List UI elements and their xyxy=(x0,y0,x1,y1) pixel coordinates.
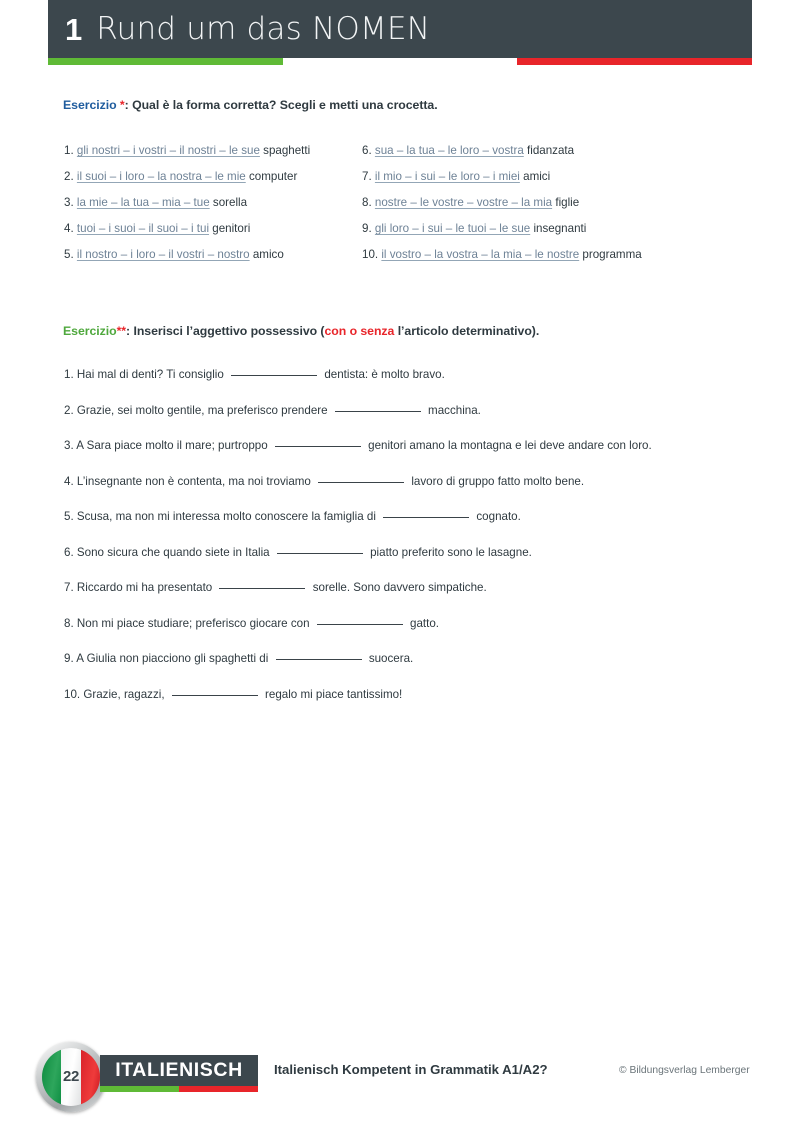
choice-item[interactable] xyxy=(64,164,364,190)
chapter-title: Rund um das NOMEN xyxy=(96,10,431,47)
gap-sentence xyxy=(64,535,744,571)
gap-text-before: Riccardo mi ha presentato xyxy=(76,581,213,594)
brand-stripe-red xyxy=(179,1086,258,1092)
choice-options[interactable]: gli nostri – i vostri – il nostri – le sue xyxy=(76,144,260,157)
choice-options[interactable]: gli loro – i sui – le tuoi – le sue xyxy=(374,222,531,235)
gap-sentence xyxy=(64,641,744,677)
choice-options[interactable]: nostre – le vostre – vostre – la mia xyxy=(374,196,553,209)
choice-item[interactable] xyxy=(362,216,692,242)
gap-blank-input[interactable] xyxy=(231,375,317,376)
header-accent-row xyxy=(48,58,752,65)
gap-number: 9. xyxy=(64,652,74,665)
gap-number: 8. xyxy=(64,616,74,630)
gap-blank-input[interactable] xyxy=(275,446,361,447)
choice-noun: sorella xyxy=(212,196,248,209)
choice-noun: computer xyxy=(248,170,298,183)
exercise-2-list xyxy=(64,357,744,712)
choice-noun: programma xyxy=(582,248,642,261)
choice-item[interactable] xyxy=(362,242,692,268)
gap-text-before: Sono sicura che quando siete in Italia xyxy=(76,545,270,559)
exercise-1-colon: : xyxy=(124,98,129,112)
choice-noun: figlie xyxy=(555,196,580,209)
choice-item[interactable] xyxy=(64,190,364,216)
choice-item[interactable] xyxy=(64,138,364,164)
gap-text-after: suocera. xyxy=(368,652,414,665)
gap-blank-input[interactable] xyxy=(172,695,258,696)
gap-text-after: sorelle. Sono davvero simpatiche. xyxy=(312,581,487,594)
choice-number: 5. xyxy=(64,248,74,261)
choice-noun: amico xyxy=(252,248,284,261)
choice-number: 6. xyxy=(362,144,372,157)
exercise-2-heading xyxy=(63,324,539,338)
italian-flag-medallion-icon xyxy=(36,1042,106,1112)
choice-options[interactable]: il vostro – la vostra – la mia – le nostre xyxy=(381,248,580,261)
accent-bar-red xyxy=(517,58,752,65)
gap-text-after: lavoro di gruppo fatto molto bene. xyxy=(411,474,585,488)
exercise-2-stars: ** xyxy=(116,324,127,338)
brand-stripe-green xyxy=(100,1086,179,1092)
gap-text-before: Non mi piace studiare; preferisco giocare con xyxy=(76,616,310,630)
gap-text-after: genitori amano la montagna e lei deve andare con loro. xyxy=(368,439,652,452)
choice-number: 3. xyxy=(64,196,74,209)
choice-item[interactable] xyxy=(362,164,692,190)
gap-text-after: gatto. xyxy=(410,616,440,630)
gap-number: 10. xyxy=(64,687,81,701)
chapter-header xyxy=(48,0,752,65)
brand-bar xyxy=(100,1055,258,1086)
gap-text-before: L’insegnante non è contenta, ma noi troviamo xyxy=(76,474,311,488)
page-number: 22 xyxy=(62,1068,80,1085)
choice-item[interactable] xyxy=(64,242,364,268)
gap-sentence xyxy=(64,428,744,464)
gap-blank-input[interactable] xyxy=(219,588,305,589)
choice-options[interactable]: il nostro – i loro – il vostri – nostro xyxy=(76,248,250,261)
gap-text-before: Hai mal di denti? Ti consiglio xyxy=(76,368,224,381)
choice-noun: spaghetti xyxy=(263,144,311,157)
choice-number: 8. xyxy=(362,196,372,209)
choice-options[interactable]: il suoi – i loro – la nostra – le mie xyxy=(76,170,246,183)
gap-blank-input[interactable] xyxy=(383,517,469,518)
gap-blank-input[interactable] xyxy=(277,553,363,554)
exercise-2-label: Esercizio xyxy=(63,324,117,338)
exercise-1-instruction: Qual è la forma corretta? Scegli e metti una crocetta. xyxy=(128,98,438,112)
gap-text-before: Grazie, ragazzi, xyxy=(83,687,165,701)
brand-stripes xyxy=(100,1086,258,1092)
choice-number: 9. xyxy=(362,222,372,235)
choice-number: 10. xyxy=(362,248,379,261)
gap-number: 4. xyxy=(64,474,74,488)
choice-item[interactable] xyxy=(64,216,364,242)
exercise-1-stars: * xyxy=(116,98,125,112)
choice-noun: fidanzata xyxy=(527,144,575,157)
brand-label: ITALIENISCH xyxy=(115,1059,243,1081)
gap-number: 2. xyxy=(64,403,74,417)
exercise-2-instruction-part2: l’articolo determinativo). xyxy=(394,324,540,338)
chapter-header-bar xyxy=(48,0,752,58)
gap-text-after: macchina. xyxy=(428,403,481,417)
exercise-2-instruction-accent: con o senza xyxy=(324,324,395,338)
gap-blank-input[interactable] xyxy=(335,411,421,412)
choice-number: 2. xyxy=(64,170,74,183)
gap-sentence xyxy=(64,499,744,535)
choice-number: 1. xyxy=(64,144,74,157)
gap-blank-input[interactable] xyxy=(276,659,362,660)
gap-text-before: A Sara piace molto il mare; purtroppo xyxy=(76,439,268,452)
gap-text-after: cognato. xyxy=(476,510,521,523)
choice-item[interactable] xyxy=(362,190,692,216)
gap-sentence xyxy=(64,677,744,713)
gap-text-before: Scusa, ma non mi interessa molto conoscere la famiglia di xyxy=(76,510,376,523)
gap-blank-input[interactable] xyxy=(318,482,404,483)
gap-text-after: dentista: è molto bravo. xyxy=(324,368,445,381)
gap-sentence xyxy=(64,357,744,393)
choice-options[interactable]: il mio – i sui – le loro – i miei xyxy=(374,170,520,183)
choice-options[interactable]: tuoi – i suoi – il suoi – i tui xyxy=(76,222,210,235)
choice-item[interactable] xyxy=(362,138,692,164)
gap-sentence xyxy=(64,570,744,606)
footer-copyright: © Bildungsverlag Lemberger xyxy=(619,1065,750,1076)
footer-title: Italienisch Kompetent in Grammatik A1/A2? xyxy=(274,1062,548,1077)
exercise-1-label: Esercizio xyxy=(63,98,117,112)
gap-text-after: regalo mi piace tantissimo! xyxy=(265,687,403,701)
gap-sentence xyxy=(64,606,744,642)
choice-number: 7. xyxy=(362,170,372,183)
gap-text-before: Grazie, sei molto gentile, ma preferisco prendere xyxy=(76,403,328,417)
choice-noun: genitori xyxy=(212,222,251,235)
gap-text-before: A Giulia non piacciono gli spaghetti di xyxy=(76,652,269,665)
choice-options[interactable]: sua – la tua – le loro – vostra xyxy=(374,144,524,157)
choice-number: 4. xyxy=(64,222,74,235)
exercise-1-column-left xyxy=(64,138,364,268)
choice-options[interactable]: la mie – la tua – mia – tue xyxy=(76,196,210,209)
chapter-number: 1 xyxy=(65,11,83,47)
accent-bar-green xyxy=(48,58,283,65)
gap-text-after: piatto preferito sono le lasagne. xyxy=(370,545,532,559)
gap-number: 1. xyxy=(64,368,74,381)
gap-sentence xyxy=(64,464,744,500)
exercise-2-colon: : xyxy=(126,324,131,338)
page-footer xyxy=(0,1040,800,1131)
choice-noun: amici xyxy=(523,170,551,183)
choice-noun: insegnanti xyxy=(533,222,587,235)
gap-blank-input[interactable] xyxy=(317,624,403,625)
gap-number: 6. xyxy=(64,545,74,559)
gap-number: 7. xyxy=(64,581,74,594)
exercise-1-column-right xyxy=(362,138,692,268)
exercise-1-heading xyxy=(63,98,438,112)
gap-number: 5. xyxy=(64,510,74,523)
gap-sentence xyxy=(64,393,744,429)
gap-number: 3. xyxy=(64,439,74,452)
exercise-2-instruction-part1: Inserisci l’aggettivo possessivo ( xyxy=(130,324,325,338)
